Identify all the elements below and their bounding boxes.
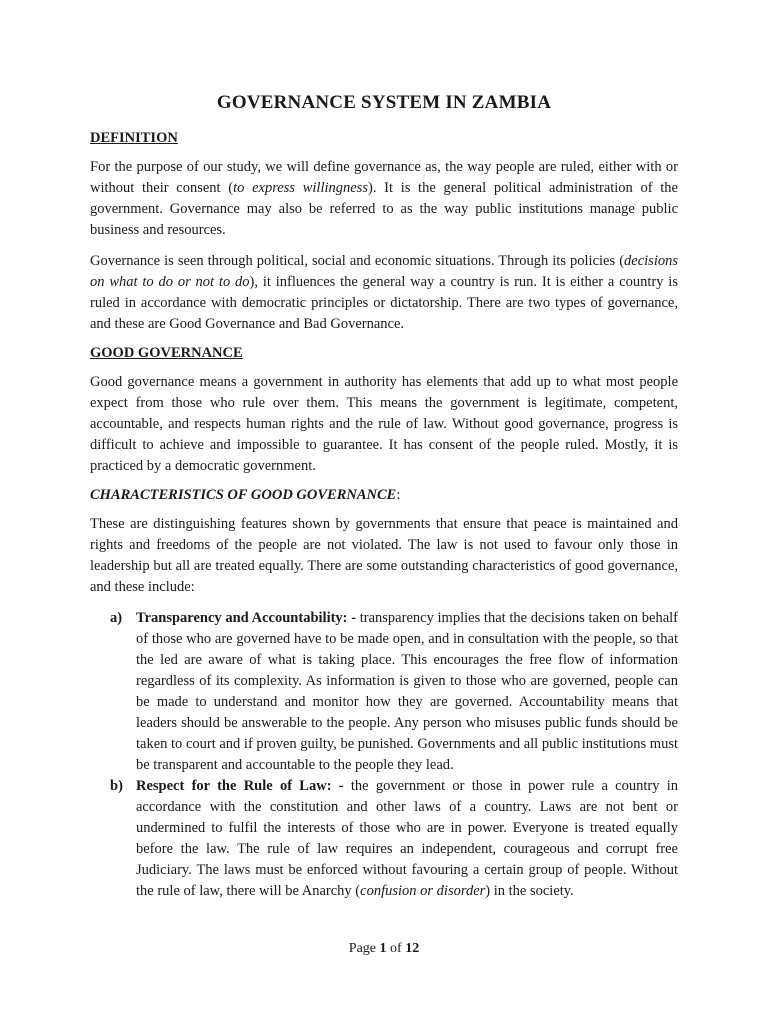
page-footer [0,941,768,957]
document-title: GOVERNANCE SYSTEM IN ZAMBIA [216,92,552,113]
characteristics-intro: These are distinguishing features shown by governments that ensure that peace is maintained and rights and freedoms of the people are not violated. The law is not used to favour only those in leadership but all are treated equally. There are some outstanding characteristics of good governance, and these include: [90,516,678,595]
italic-gloss: to express willingness [233,180,368,196]
text-run: ), it influences the general way a country is run. It is either a country is ruled in accordance with democratic principles or dictatorship. There are two types of governance, and these are Good Governance and Bad Governance. [90,274,678,332]
list-item [110,608,678,776]
good-governance-heading: GOOD GOVERNANCE [90,345,243,361]
text-run: Governance is seen through political, social and economic situations. Through its policies ( [90,253,625,269]
of-word: of [386,941,406,956]
good-governance-paragraph: Good governance means a government in authority has elements that add up to what most people expect from those who rule over them. This means the government is legitimate, competent, accountable, and respects human rights and the rule of law. Without good governance, progress is difficult to achieve and impossible to guarantee. It has consent of the people ruled. Mostly, it is practiced by a democratic government. [90,374,678,474]
item-lead: Transparency and Accountability: - [136,610,357,626]
characteristics-heading [90,487,678,504]
text-run: ). It is the general political administration of the government. Governance may also be referred to as the way public institutions manage public business and resources. [90,180,678,238]
page-word: Page [348,941,380,956]
definition-paragraph-1 [90,157,678,241]
italic-gloss: decisions on what to do or not to do [90,253,678,290]
text-run: For the purpose of our study, we will define governance as, the way people are ruled, either with or without their consent ( [90,159,678,196]
heading-colon: : [396,487,401,503]
definition-heading: DEFINITION [90,130,178,146]
list-marker: a) [110,610,123,626]
total-page-count: 12 [405,941,420,956]
list-marker: b) [110,778,123,794]
item-text: the government or those in power rule a country in accordance with the constitution and other laws of a country. Laws are not bent or undermined to fulfil the interests of those who are in power. Everyone is treated equally before the law. The rule of law requires an independent, courageous and corrupt free Judiciary. The laws must be enforced without favouring a certain group of people. Without the rule of law, there will be Anarchy ( [136,778,678,899]
italic-gloss: confusion or disorder [360,883,486,899]
definition-paragraph-2 [90,251,678,335]
characteristics-list [90,608,678,902]
characteristics-heading-text: CHARACTERISTICS OF GOOD GOVERNANCE [90,487,397,503]
list-item [110,776,678,902]
current-page-number: 1 [379,941,387,956]
item-lead: Respect for the Rule of Law: - [136,778,344,794]
item-text: transparency implies that the decisions taken on behalf of those who are governed have to be made open, and in consultation with the people, so that the led are aware of what is taking place. This encourages the free flow of information regardless of its complexity. As information is given to those who are governed, people can be made to understand and monitor how they are governed. Accountability means that leaders should be answerable to the people. Any person who misuses public funds should be taken to court and if proven guilty, be punished. Governments and all public institutions must be transparent and accountable to the people they lead. [136,610,678,773]
item-text: ) in the society. [485,883,574,899]
